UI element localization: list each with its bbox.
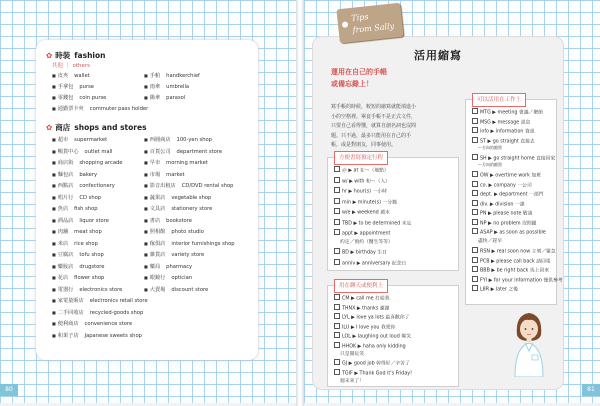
checklist-item-continuation: 約定／預約（醫生等等） (340, 240, 393, 245)
checklist-item: anniv ▶ anniversary 紀念日 (334, 259, 406, 267)
vocab-entry: ■ 傢俱店 interior furnishings shop (144, 240, 235, 247)
vocab-entry: ■ 百貨公司 department store (144, 148, 223, 155)
checklist-item: SH ▶ go straight home 直接回家 (472, 154, 555, 162)
vocab-entry: ■ 文具店 stationery store (144, 206, 213, 212)
vocab-entry: ■ 肉舖 meat shop (52, 229, 102, 235)
checkbox-icon (334, 369, 340, 375)
vocab-entry: ■ 通勤票卡夾 commuter pass holder (52, 106, 149, 112)
checklist-item-continuation: 只是開玩笑 (340, 352, 364, 357)
checkbox-icon (334, 177, 340, 183)
vocab-entry: ■ 米店 rice shop (52, 240, 98, 247)
checkbox-icon (472, 190, 478, 196)
checkbox-icon (472, 200, 478, 206)
vocab-entry: ■ 手拿包 purse (52, 84, 94, 90)
page-number-left: 80 (0, 384, 18, 396)
checklist-item: THNX ▶ thanks 謝謝 (334, 304, 389, 312)
checklist-item: co. ▶ company 一公司 (472, 181, 532, 189)
vocab-entry: ■ 陽傘 parasol (144, 95, 186, 101)
checklist-item-continuation: 週末來了！ (340, 379, 364, 384)
checklist-item: hr ▶ hour(s) 一小時 (334, 187, 387, 195)
checklist-item: PN ▶ please note 敬請 (472, 209, 532, 217)
box-heading: 方便書寫預定行程 (334, 151, 388, 165)
vocab-entry: ■ 超市 supermarket (52, 137, 108, 143)
checkbox-icon (472, 108, 478, 114)
vocab-entry: ■ 市場 market (144, 171, 185, 178)
vocab-entry: ■ 酒品店 liquor store (52, 217, 109, 224)
checklist-item: min ▶ minute(s) 一分鐘 (334, 198, 397, 206)
checklist-item: RSN ▶ real soon now 立刻／緊急 (472, 247, 556, 255)
checklist-item: BD ▶ birthday 生日 (334, 248, 387, 256)
checkbox-icon (472, 228, 478, 234)
checkbox-icon (472, 266, 478, 272)
checklist-item: PCB ▶ please call back 請回電 (472, 257, 551, 265)
checkbox-icon (472, 171, 478, 177)
checklist-item-note: ～方向的縮寫 (478, 144, 502, 150)
checklist-item: CM ▶ call me 打給我 (334, 294, 390, 302)
checklist-item: TGIF ▶ Thank God it's Friday! (334, 369, 412, 377)
vocab-entry: ■ 雜貨店 variety store (144, 252, 205, 258)
vocab-entry: ■ 和果子店 Japanese sweets shop (52, 332, 142, 339)
vocab-entry: ■ 書店 bookstore (144, 217, 192, 224)
schedule-abbrev-box (327, 157, 459, 271)
vocab-entry: ■ 唱片行 CD shop (52, 194, 102, 201)
book-gutter (296, 0, 304, 406)
intro-line: 小的空格裡。畢竟手帳不是正式文件， (331, 113, 417, 120)
tips-from-sally-tag (336, 3, 403, 44)
checklist-item: HHOK ▶ haha only kidding (334, 342, 406, 350)
vocab-entry: ■ 豆腐店 tofu shop (52, 252, 104, 258)
checklist-item: BBB ▶ be right back 馬上回來 (472, 266, 549, 274)
checkbox-icon (472, 209, 478, 215)
box-heading: 可以活用在工作上 (472, 93, 526, 107)
checklist-item: TBD ▶ to be determined 未定 (334, 219, 411, 227)
checkbox-icon (472, 257, 478, 263)
checkbox-icon (472, 118, 478, 124)
checklist-item: GJ ▶ good job 幹得好／辛苦了 (334, 359, 410, 367)
work-abbrev-box (465, 97, 563, 305)
nurse-illustration (509, 307, 549, 377)
checkbox-icon (334, 187, 340, 193)
tag-hole (342, 21, 349, 28)
vocab-entry: ■ 蔬果店 vegetable shop (144, 194, 212, 201)
checkbox-icon (334, 323, 340, 329)
left-page (0, 0, 296, 406)
vocab-entry: ■ 花店 flower shop (52, 275, 105, 281)
tag-line: Tips (350, 12, 369, 23)
checklist-item: LYL ▶ love ya lots 最喜歡你了 (334, 313, 409, 321)
checklist-item: div. ▶ division 一課 (472, 200, 525, 208)
checklist-item: dept. ▶ department 一部門 (472, 190, 543, 198)
checklist-item-note: ～方向的縮寫 (478, 161, 502, 167)
checkbox-icon (472, 219, 478, 225)
checklist-item: ST ▶ go straight 直接去 (472, 137, 535, 145)
checkbox-icon (334, 229, 340, 235)
checkbox-icon (472, 285, 478, 291)
checklist-item: FYI ▶ for your information 僅供參考 (472, 276, 563, 284)
checkbox-icon (472, 154, 478, 160)
checklist-item: appt ▶ appointment (334, 229, 390, 237)
subsection-others: 其他 ｜ others (52, 63, 91, 69)
vocab-entry: ■ 麵包店 bakery (52, 171, 98, 178)
flower-bullet-icon: ✿ (46, 51, 53, 60)
vocabulary-card (36, 40, 258, 360)
vocab-entry: ■ 便利商店 convenience store (52, 321, 133, 327)
checkbox-icon (472, 127, 478, 133)
tips-panel (312, 36, 564, 390)
intro-line: 寫手帳的時候，較短的縮寫就能填進小 (331, 104, 417, 110)
checkbox-icon (334, 304, 340, 310)
vocab-entry: ■ 零錢包 coin purse (52, 95, 107, 101)
checklist-item: L8R ▶ later 之後 (472, 285, 518, 293)
section-title-fashion: ✿ 時裝 fashion (46, 51, 106, 60)
checkbox-icon (334, 208, 340, 214)
highlight-line: 或備忘錄上！ (331, 80, 373, 88)
chat-abbrev-box (327, 285, 459, 387)
vocab-entry: ■ 魚店 fish shop (52, 206, 98, 212)
checkbox-icon (472, 137, 478, 143)
checklist-item: w/e ▶ weekend 週末 (334, 208, 390, 216)
checkbox-icon (334, 359, 340, 365)
checkbox-icon (334, 342, 340, 348)
flower-bullet-icon: ✿ (46, 123, 53, 132)
checkbox-icon (334, 219, 340, 225)
checkbox-icon (334, 259, 340, 265)
checklist-item: ＠ ▶ at 在～（地點） (334, 166, 389, 174)
checkbox-icon (334, 294, 340, 300)
checklist-item: MTG ▶ meeting 會議／聚節 (472, 108, 543, 116)
intro-line: 題。只不過，最多只能用在自己的手 (331, 132, 412, 139)
vocab-entry: ■ 西點店 confectionery (52, 183, 115, 189)
checkbox-icon (334, 166, 340, 172)
vocab-entry: ■ 商店街 shopping arcade (52, 160, 123, 166)
intro-line: 只要自己看得懂，就算自創名詞也沒問 (331, 123, 417, 129)
vocab-entry: ■ 二手回收店 recycled-goods shop (52, 309, 144, 316)
checkbox-icon (472, 181, 478, 187)
checkbox-icon (334, 198, 340, 204)
vocab-entry: ■ 影音出租店 CD/DVD rental shop (144, 183, 234, 189)
vocab-entry: ■ 藥局 pharmacy (144, 263, 193, 270)
checklist-item: LOL ▶ laughing out loud 爆笑 (334, 332, 411, 340)
vocab-entry: ■ 家電量販店 electronics retail store (52, 298, 148, 304)
vocab-entry: ■ 雨傘 umbrella (144, 84, 190, 90)
checklist-item: info ▶ information 資訊 (472, 127, 535, 135)
box-heading: 用在聊天或便利上 (334, 279, 388, 293)
page-title: 活用縮寫 (414, 49, 462, 62)
vocab-entry: ■ 暢貨中心 outlet mall (52, 148, 113, 155)
checklist-item: w/ ▶ with 和～（人） (334, 177, 390, 185)
checklist-item: ILU ▶ I love you 我愛你 (334, 323, 395, 331)
checklist-item: OW ▶ overtime work 加班 (472, 171, 541, 179)
vocab-entry: ■ 手帕 handkerchief (144, 73, 200, 79)
intro-line: 帳，或是對朋友，同事使用。 (331, 142, 397, 148)
vocab-entry: ■ 大賣場 discount store (144, 286, 209, 293)
vocab-entry: ■ 眼鏡行 optician (144, 275, 193, 281)
vocab-entry: ■ 電器行 electronics store (52, 286, 123, 293)
highlight-line: 運用在自己的手帳 (331, 68, 387, 76)
checklist-item: NP ▶ no problem 沒問題 (472, 219, 536, 227)
section-title-shops: ✿ 商店 shops and stores (46, 123, 147, 132)
checkbox-icon (334, 332, 340, 338)
page-number-right: 81 (582, 384, 600, 396)
checkbox-icon (472, 247, 478, 253)
checkbox-icon (334, 248, 340, 254)
vocab-entry: ■ 皮夾 wallet (52, 73, 90, 79)
checkbox-icon (334, 313, 340, 319)
vocab-entry: ■ 照相館 photo studio (144, 229, 204, 235)
vocab-entry: ■ 早市 morning market (144, 160, 208, 166)
checklist-item: ASAP ▶ as soon as possible (472, 228, 546, 236)
checklist-item: MSG ▶ message 訊息 (472, 118, 530, 126)
intro-paragraph (331, 103, 457, 151)
vocab-entry: ■ 西圓商店 100-yen shop (144, 137, 212, 143)
checkbox-icon (472, 276, 478, 282)
vocab-entry: ■ 藥妝店 drugstore (52, 263, 105, 270)
checklist-item-continuation: 盡快／趕早 (478, 239, 502, 244)
tag-line: from Sally (352, 21, 395, 35)
right-page (304, 0, 600, 406)
